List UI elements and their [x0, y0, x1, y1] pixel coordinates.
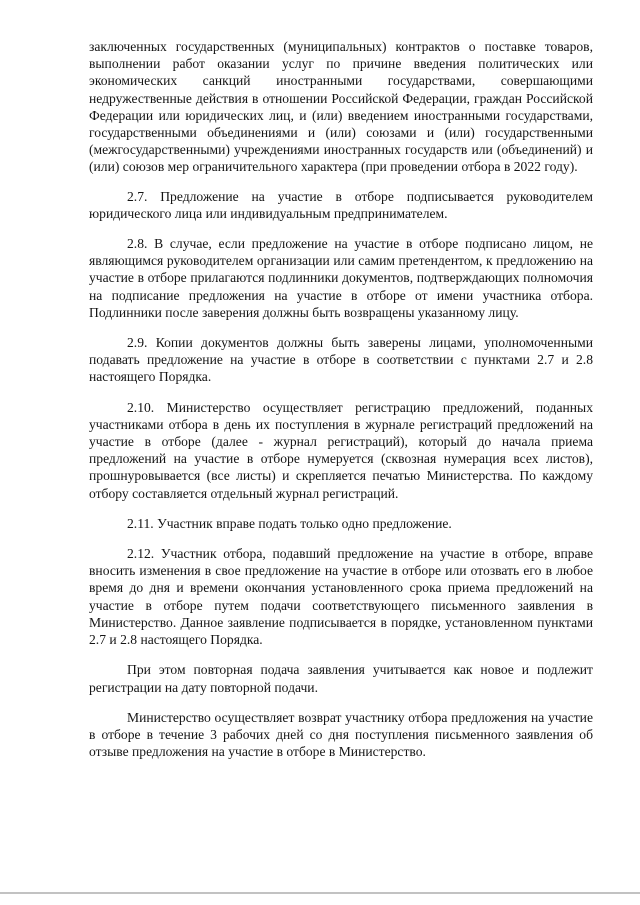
document-page	[89, 38, 593, 773]
paragraph-2-11: 2.11. Участник вправе подать только одно предложение.	[127, 515, 452, 531]
paragraph-2-9: 2.9. Копии документов должны быть заверены лицами, уполномоченными подавать предложение на участие в отборе в соответствии с пунктами 2.7 и 2.8 настоящего Порядка.	[89, 335, 593, 385]
scan-edge-line	[0, 892, 640, 894]
paragraph-2-12: 2.12. Участник отбора, подавший предложение на участие в отборе, вправе вносить изменения в свое предложение на участие в отборе или отозвать его в любое время до дня и времени окончания установленного срока приема предложений на участие в отборе путем подачи соответствующего письменного заявления в Министерство. Данное заявление подписывается в порядке, установленном пунктами 2.7 и 2.8 настоящего Порядка.	[89, 546, 593, 648]
paragraph-repeat-submission: При этом повторная подача заявления учитывается как новое и подлежит регистрации на дату повторной подачи.	[89, 662, 593, 695]
paragraph-2-7: 2.7. Предложение на участие в отборе подписывается руководителем юридического лица или индивидуальным предпринимателем.	[89, 188, 593, 221]
paragraph-2-10: 2.10. Министерство осуществляет регистрацию предложений, поданных участниками отбора в день их поступления в журнале регистраций предложений на участие в отборе (далее - журнал регистраций), который до начала приема предложений на участие в отборе нумеруется (сквозная нумерация всех листов), прошнуровывается (все листы) и скрепляется печатью Министерства. По каждому отбору составляется отдельный журнал регистраций.	[89, 399, 593, 501]
paragraph-return-proposal: Министерство осуществляет возврат участнику отбора предложения на участие в отборе в течение 3 рабочих дней со дня поступления письменного заявления об отзыве предложения на участие в отборе в Министерство.	[89, 709, 593, 760]
paragraph-sanctions-continuation: заключенных государственных (муниципальных) контрактов о поставке товаров, выполнении работ оказании услуг по причине введения политических или экономических санкций иностранными государствами, совершающими недружественные действия в отношении Российской Федерации, граждан Российской Федерации или юридических лиц, и (или) введением иностранными государствами, государственными объединениями и (или) союзами и (или) государственными (межгосударственными) учреждениями иностранных государств или (объединений) и (или) союзов мер ограничительного характера (при проведении отбора в 2022 году).	[89, 39, 593, 175]
paragraph-2-8: 2.8. В случае, если предложение на участие в отборе подписано лицом, не являющимся руководителем организации или самим претендентом, к предложению на участие в отборе прилагаются подлинники документов, подтверждающих полномочия на подписание предложения на участие в отборе от имени участника отбора. Подлинники после заверения должны быть возвращены указанному лицу.	[89, 236, 593, 320]
